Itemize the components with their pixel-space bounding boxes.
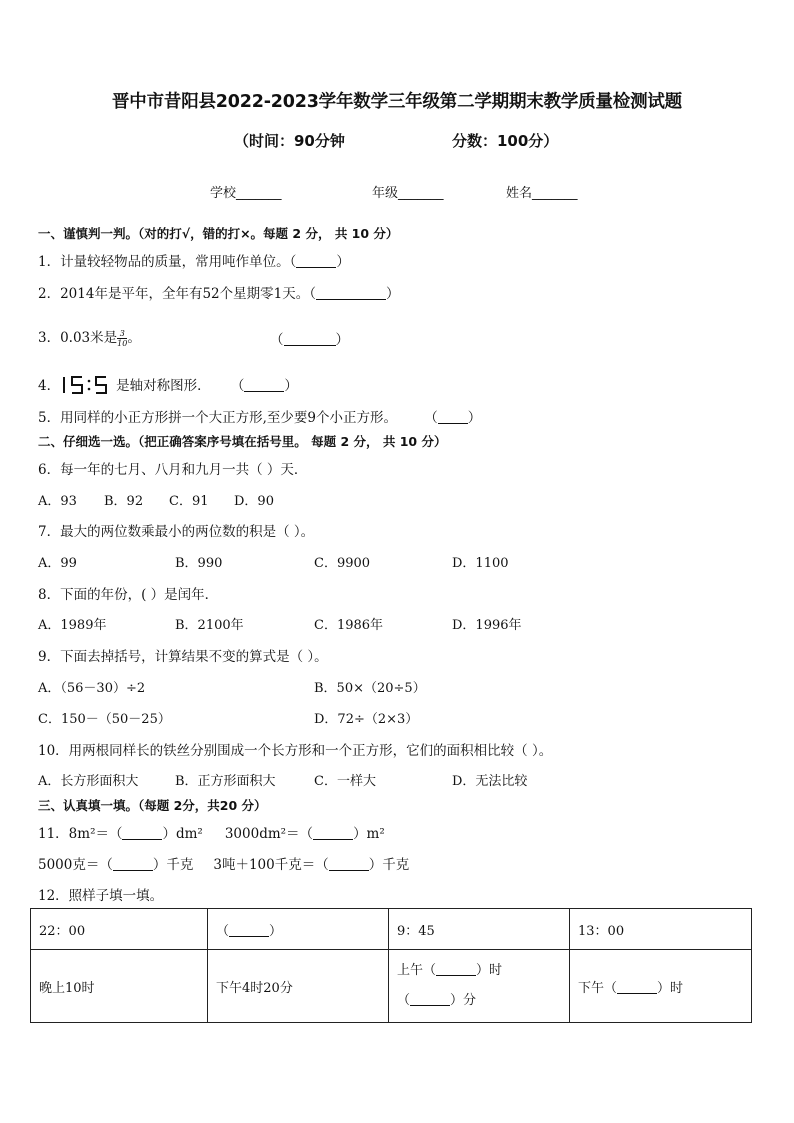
question-6: 6．每一年的七月、八月和九月一共（ ）天． (38, 462, 308, 478)
question-5-text: 5．用同样的小正方形拼一个大正方形,至少要9个小正方形。 (38, 410, 397, 426)
grade-field: 年级_______ (372, 186, 444, 201)
option[interactable]: C．9900 (314, 556, 371, 571)
digital-clock-icon (60, 376, 116, 394)
option[interactable]: B．50×（20÷5） (314, 681, 426, 696)
question-11-b: 5000克＝（ ）千克 3吨＋100千克＝（ ）千克 (38, 857, 410, 873)
exam-time: （时间：90分钟 (234, 132, 345, 150)
option[interactable]: B．正方形面积大 (175, 774, 276, 789)
question-3-answer: （ ） (270, 332, 349, 348)
question-2: 2．2014年是平年，全年有52个星期零1天。（ ） (38, 286, 400, 302)
option[interactable]: D．72÷（2×3） (314, 712, 419, 727)
option[interactable]: B．990 (175, 556, 223, 571)
answer-blank[interactable] (436, 963, 476, 976)
table-row (31, 950, 752, 1023)
question-8: 8．下面的年份，( ）是闰年． (38, 587, 219, 603)
section-1-heading: 一、谨慎判一判。（对的打√，错的打×。每题 2 分， 共 10 分） (38, 226, 399, 241)
question-9: 9．下面去掉括号，计算结果不变的算式是（ ）。 (38, 649, 328, 665)
table-cell: 13：00 (570, 909, 752, 950)
option[interactable]: A．99 (38, 556, 77, 571)
option[interactable]: A．（56－30）÷2 (38, 681, 146, 696)
section-2-heading: 二、仔细选一选。（把正确答案序号填在括号里。 每题 2 分， 共 10 分） (38, 434, 447, 449)
exam-score: 分数：100分） (452, 132, 559, 150)
answer-blank[interactable] (410, 993, 450, 1006)
time-conversion-table (30, 908, 752, 1023)
table-row (31, 909, 752, 950)
question-12: 12．照样子填一填。 (38, 888, 164, 904)
table-cell: （ ） (208, 909, 389, 950)
question-11-a: 11．8m²＝（ ）dm² 3000dm²＝（ ）m² (38, 826, 385, 842)
answer-blank[interactable] (617, 981, 657, 994)
option[interactable]: A．93 (38, 494, 77, 509)
option[interactable]: C．1986年 (314, 618, 384, 633)
table-cell: 下午4时20分 (208, 950, 389, 1023)
answer-blank[interactable] (329, 858, 369, 871)
option[interactable]: C．150－（50－25） (38, 712, 171, 727)
table-cell: 上午（ ）时 （ ）分 (389, 950, 570, 1023)
question-2-text: 2．2014年是平年，全年有52个星期零1天。 (38, 286, 310, 302)
option[interactable]: D．无法比较 (452, 774, 528, 789)
question-4: 4． 是轴对称图形． （ ） (38, 378, 298, 394)
answer-blank[interactable] (122, 827, 162, 840)
answer-blank[interactable] (229, 924, 269, 937)
answer-blank[interactable] (438, 411, 468, 424)
option[interactable]: A．长方形面积大 (38, 774, 139, 789)
option[interactable]: A．1989年 (38, 618, 107, 633)
table-cell: 9：45 (389, 909, 570, 950)
table-cell: 22：00 (31, 909, 208, 950)
option[interactable]: C．一样大 (314, 774, 376, 789)
question-5: 5．用同样的小正方形拼一个大正方形,至少要9个小正方形。 （ ） (38, 410, 482, 426)
table-cell: 晚上10时 (31, 950, 208, 1023)
answer-blank[interactable] (296, 255, 336, 268)
name-field: 姓名_______ (506, 186, 578, 201)
question-7: 7．最大的两位数乘最小的两位数的积是（ ）。 (38, 524, 315, 540)
option[interactable]: B．2100年 (175, 618, 244, 633)
option[interactable]: D．1100 (452, 556, 509, 571)
table-cell: 下午（ ）时 (570, 950, 752, 1023)
option[interactable]: C．91 (169, 494, 209, 509)
option[interactable]: B．92 (104, 494, 144, 509)
option[interactable]: D．1996年 (452, 618, 522, 633)
answer-blank[interactable] (284, 333, 336, 346)
question-1-text: 1．计量较轻物品的质量，常用吨作单位。 (38, 254, 290, 270)
page-title: 晋中市昔阳县2022-2023学年数学三年级第二学期期末教学质量检测试题 (112, 92, 682, 112)
section-3-heading: 三、认真填一填。（每题 2分，共20 分） (38, 798, 267, 813)
question-3: 3．0.03米是 $\frac{3}{10}$ 。 (38, 329, 141, 348)
fraction: $\frac{3}{10}$ (117, 329, 128, 348)
answer-blank[interactable] (313, 827, 353, 840)
answer-blank[interactable] (113, 858, 153, 871)
option[interactable]: D．90 (234, 494, 274, 509)
question-10: 10．用两根同样长的铁丝分别围成一个长方形和一个正方形，它们的面积相比较（ ）。 (38, 743, 553, 759)
school-field: 学校_______ (210, 186, 282, 201)
answer-blank[interactable] (244, 379, 284, 392)
answer-blank[interactable] (316, 287, 386, 300)
question-1: 1．计量较轻物品的质量，常用吨作单位。（ ） (38, 254, 350, 270)
